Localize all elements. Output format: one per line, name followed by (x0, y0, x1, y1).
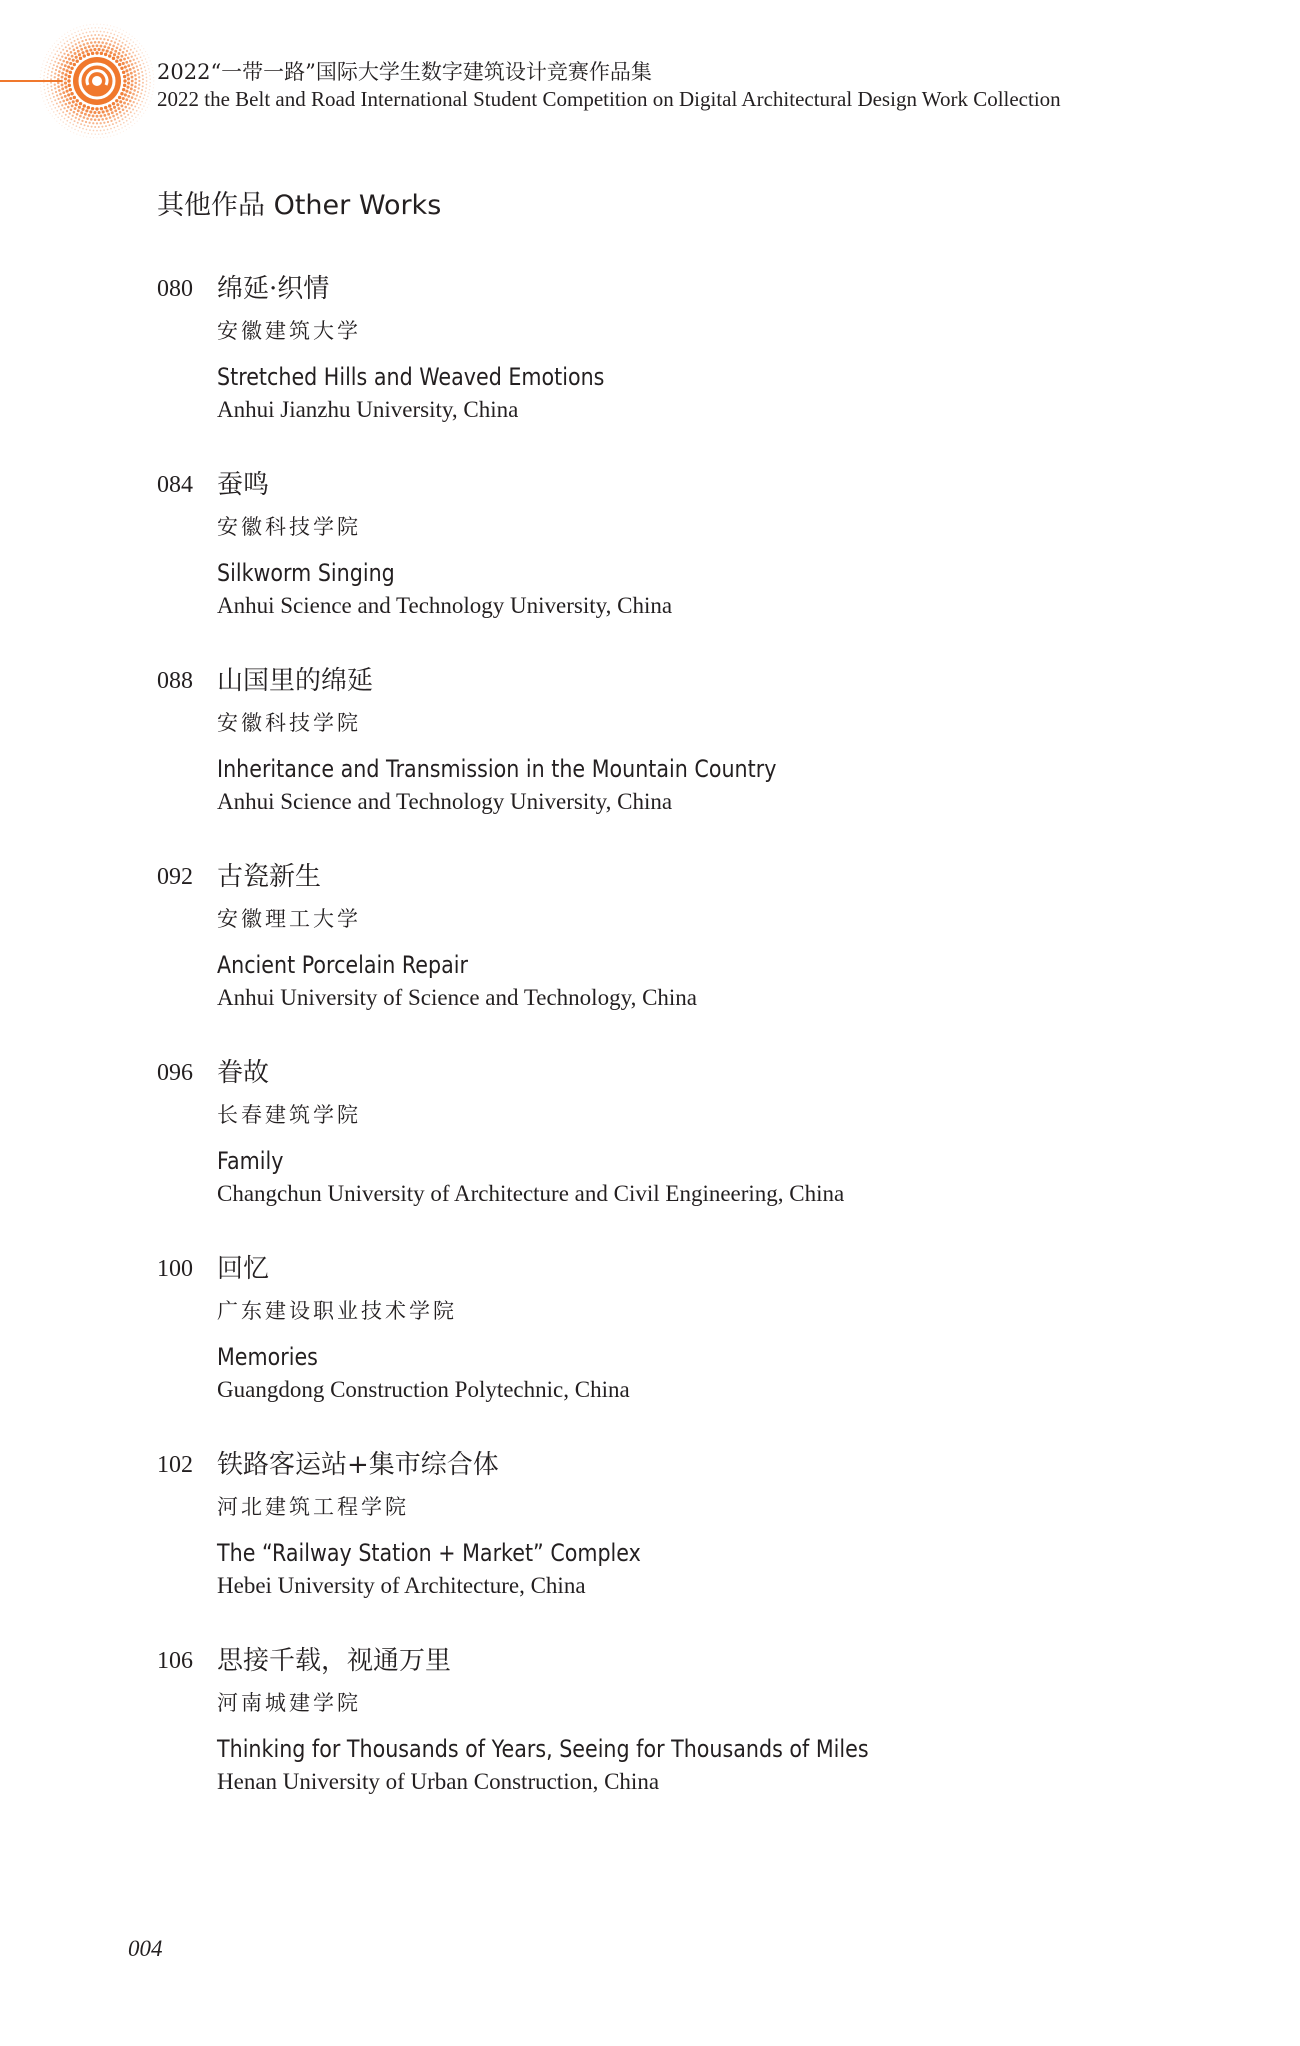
work-title-cn: 思接千载，视通万里 (217, 1646, 452, 1676)
work-title-en: Family (217, 1147, 284, 1175)
work-school-en: Anhui Science and Technology University, China (217, 593, 673, 618)
work-page-number: 100 (157, 1256, 193, 1282)
work-entry (157, 1644, 1217, 1840)
work-page-number: 096 (157, 1060, 193, 1086)
work-title-en: The “Railway Station + Market” Complex (217, 1539, 641, 1567)
work-school-en: Anhui Jianzhu University, China (217, 397, 519, 422)
running-header (157, 58, 1061, 112)
work-school-en: Guangdong Construction Polytechnic, China (217, 1377, 630, 1402)
work-school-cn: 安徽理工大学 (217, 907, 361, 931)
sunburst-logo-icon (38, 22, 156, 140)
work-title-en: Stretched Hills and Weaved Emotions (217, 363, 605, 391)
page-number: 004 (128, 1936, 163, 1961)
work-entry (157, 468, 1217, 664)
header-title-cn: 2022“一带一路”国际大学生数字建筑设计竞赛作品集 (157, 60, 652, 84)
work-school-en: Changchun University of Architecture and Civil Engineering, China (217, 1181, 845, 1206)
section-title: 其他作品 Other Works (157, 190, 442, 221)
work-page-number: 088 (157, 668, 193, 694)
work-school-cn: 安徽建筑大学 (217, 319, 361, 343)
work-title-en: Memories (217, 1343, 318, 1371)
work-entry (157, 860, 1217, 1056)
work-title-cn: 蚕鸣 (217, 470, 270, 500)
work-school-cn: 河南城建学院 (217, 1691, 361, 1715)
work-page-number: 102 (157, 1452, 193, 1478)
works-list (157, 272, 1217, 1840)
work-title-cn: 山国里的绵延 (217, 666, 374, 696)
header-title-en: 2022 the Belt and Road International Student Competition on Digital Architectural Design Work Collection (157, 87, 1061, 111)
work-school-cn: 长春建筑学院 (217, 1103, 361, 1127)
work-school-en: Anhui University of Science and Technology, China (217, 985, 698, 1010)
work-school-en: Anhui Science and Technology University, China (217, 789, 673, 814)
work-school-en: Henan University of Urban Construction, China (217, 1769, 660, 1794)
work-title-en: Silkworm Singing (217, 559, 395, 587)
work-title-cn: 眷故 (217, 1058, 270, 1088)
work-school-cn: 河北建筑工程学院 (217, 1495, 409, 1519)
work-title-en: Ancient Porcelain Repair (217, 951, 468, 979)
work-page-number: 084 (157, 472, 193, 498)
work-entry (157, 1056, 1217, 1252)
work-entry (157, 664, 1217, 860)
work-school-en: Hebei University of Architecture, China (217, 1573, 586, 1598)
work-title-cn: 古瓷新生 (217, 862, 322, 892)
work-school-cn: 安徽科技学院 (217, 711, 361, 735)
work-title-cn: 铁路客运站+集市综合体 (217, 1450, 499, 1480)
work-title-cn: 绵延·织情 (217, 274, 330, 304)
work-entry (157, 1252, 1217, 1448)
work-title-en: Thinking for Thousands of Years, Seeing for Thousands of Miles (217, 1735, 869, 1763)
work-school-cn: 广东建设职业技术学院 (217, 1299, 457, 1323)
work-title-en: Inheritance and Transmission in the Mountain Country (217, 755, 777, 783)
work-entry (157, 272, 1217, 468)
work-entry (157, 1448, 1217, 1644)
work-title-cn: 回忆 (217, 1254, 270, 1284)
work-page-number: 080 (157, 276, 193, 302)
work-school-cn: 安徽科技学院 (217, 515, 361, 539)
work-page-number: 092 (157, 864, 193, 890)
work-page-number: 106 (157, 1648, 193, 1674)
